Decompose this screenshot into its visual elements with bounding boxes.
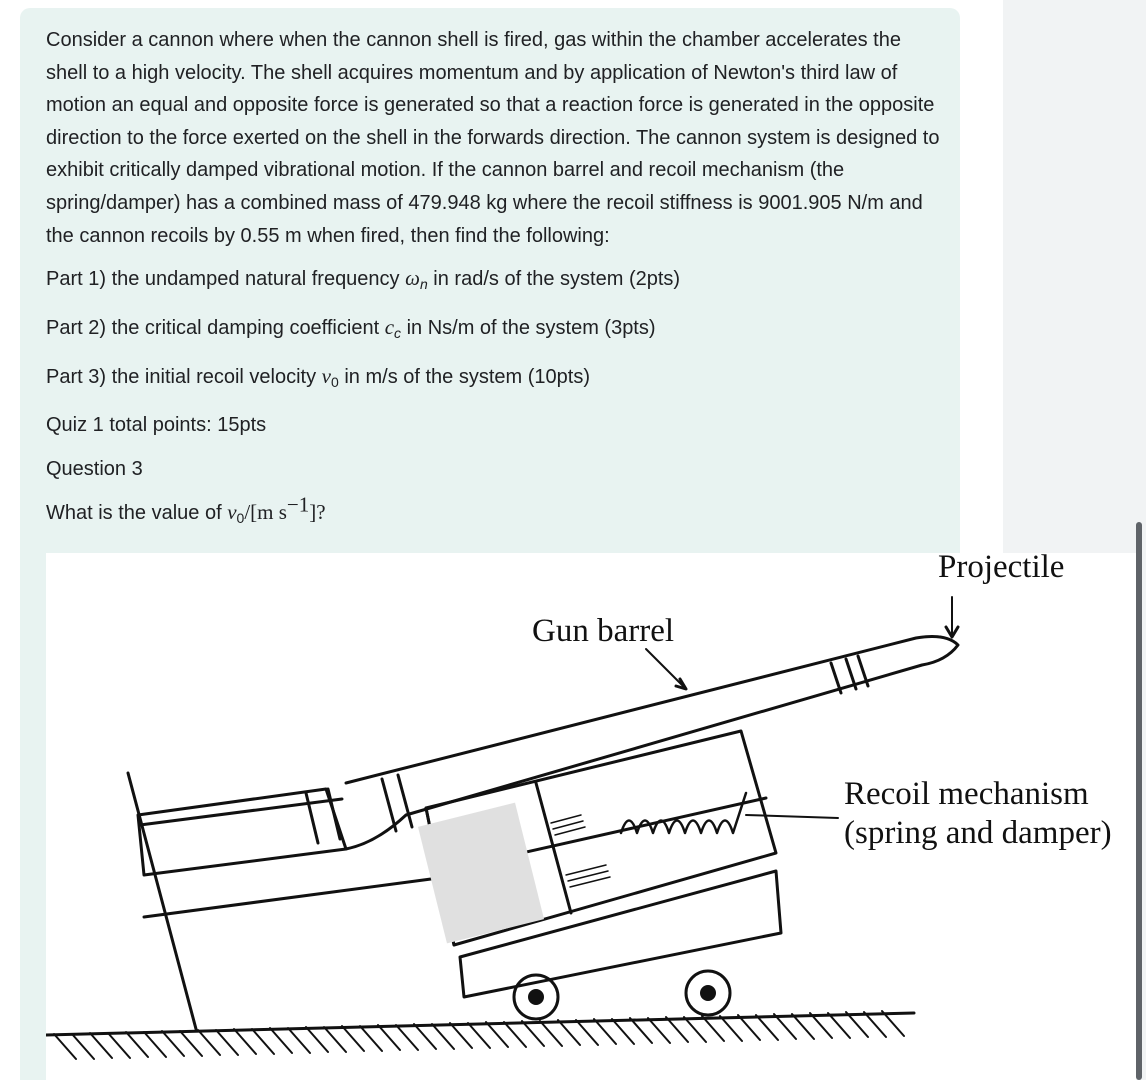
- part-1: Part 1) the undamped natural frequency $\omega_n$ in rad/s of the system (2pts): [46, 266, 681, 293]
- question-text: [46, 24, 946, 545]
- front-axle: [528, 989, 544, 1005]
- recoil-mechanism-label: Recoil mechanism: [844, 776, 1089, 812]
- rear-axle: [700, 985, 716, 1001]
- omega-symbol: ω: [405, 266, 420, 291]
- quiz-total: Quiz 1 total points: 15pts: [46, 414, 267, 437]
- problem-statement: Consider a cannon where when the cannon shell is fired, gas within the chamber accelerates the shell to a high velocity. The shell acquires momentum and by application of Newton's third law of motion an equal and opposite force is generated so that a reaction force is generated in the opposite direction to the force exerted on the shell in the forwards direction. The cannon system is designed to exhibit critically damped vibrational motion. If the cannon barrel and recoil mechanism (the spring/damper) has a combined mass of 479.948 kg where the recoil stiffness is 9001.905 N/m and the cannon recoils by 0.55 m when fired, then find the following:: [46, 29, 940, 247]
- question-prompt: What is the value of $v_0/[m$ $s^{-1}$]?: [46, 491, 326, 526]
- part-3: Part 3) the initial recoil velocity $v_0$ in m/s of the system (10pts): [46, 364, 590, 391]
- scrollbar-thumb[interactable]: [1136, 522, 1142, 1080]
- c-symbol: c: [384, 315, 395, 340]
- projectile-label: Projectile: [938, 549, 1065, 585]
- v-symbol: v: [321, 364, 331, 389]
- gun-barrel-label: Gun barrel: [532, 613, 675, 649]
- spring-damper-label: (spring and damper): [844, 815, 1112, 851]
- cannon-figure: [46, 549, 1136, 1080]
- question-number: Question 3: [46, 457, 143, 480]
- part-2: Part 2) the critical damping coefficient $c_c$ in Ns/m of the system (3pts): [46, 315, 656, 342]
